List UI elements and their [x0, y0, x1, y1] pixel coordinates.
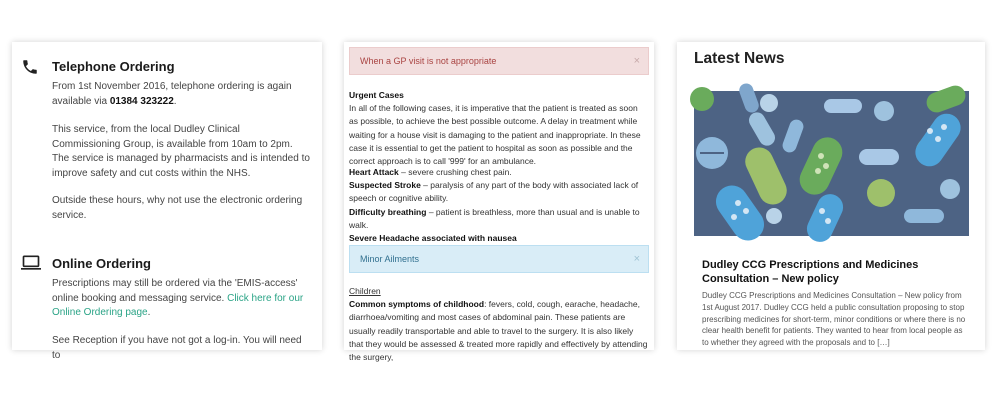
close-icon[interactable]: × — [633, 55, 640, 67]
ordering-card — [12, 42, 322, 361]
list-term: Suspected Stroke — [349, 180, 421, 191]
phone-number: 01384 323222 — [109, 95, 174, 107]
telephone-paragraph-2: This service, from the local Dudley Clinical Commissioning Group, is available from 10am to 2pm. The service is managed by pharmacists and is intended to improve safety and cut costs within the NHS. — [52, 124, 310, 179]
online-paragraph-2: See Reception if you have not got a log-in. You will need to — [52, 335, 302, 361]
urgent-cases-block — [349, 89, 649, 168]
children-paragraph — [349, 298, 649, 364]
list-term: Heart Attack — [349, 167, 399, 177]
online-text: Prescriptions may still be ordered via the 'EMIS-access' online booking and messaging service. — [52, 278, 298, 304]
latest-news-card — [677, 42, 985, 350]
list-term: Severe Headache associated with nausea — [349, 233, 517, 244]
online-ordering-link[interactable]: Click here for our Online Ordering page — [52, 292, 304, 318]
children-term: Common symptoms of childhood — [349, 299, 485, 310]
list-desc: – paralysis of any part of the body with associated lack of speech or cognitive ability. — [349, 180, 639, 204]
list-item — [349, 179, 649, 205]
telephone-paragraph-3: Outside these hours, why not use the electronic ordering service. — [52, 195, 303, 221]
close-icon[interactable]: × — [633, 253, 640, 265]
urgent-cases-heading: Urgent Cases — [349, 90, 404, 100]
list-desc: – patient is breathless, more than usual and is unable to walk. — [349, 206, 640, 230]
minor-ailments-label: Minor Ailments — [360, 254, 420, 264]
online-ordering-title: Online Ordering — [52, 256, 151, 271]
telephone-ordering-title: Telephone Ordering — [52, 59, 175, 74]
telephone-paragraph-1 — [52, 80, 310, 109]
laptop-icon — [21, 255, 41, 273]
phone-icon — [21, 58, 39, 76]
news-excerpt: Dudley CCG Prescriptions and Medicines Consultation – New policy from 1st August 2017. Dudley CCG held a public consultation proposing to stop prescribing medicines for short-term, minor conditions or where there is no clear health benefit for patients. They wanted to hear from local people as to whether they agreed with the proposals and to […] — [702, 291, 966, 348]
children-block — [349, 285, 649, 364]
online-paragraph-1 — [52, 277, 310, 321]
gp-advice-card — [344, 42, 654, 363]
list-item — [349, 232, 649, 245]
list-item — [349, 166, 649, 179]
list-item — [349, 206, 649, 232]
punct: . — [173, 95, 177, 107]
news-headline[interactable]: Dudley CCG Prescriptions and Medicines Consultation – New policy — [702, 259, 919, 285]
gp-visit-alert-label: When a GP visit is not appropriate — [360, 56, 497, 66]
urgent-cases-intro: In all of the following cases, it is imperative that the patient is treated as soon as possible, to achieve the best possible outcome. A delay in treatment while waiting for a house visit is damaging to the patient and inappropriate. In these case it is essential to get the patient to hospital as soon as possible and the correct approach is to call '999' for an ambulance. — [349, 103, 641, 167]
latest-news-title: Latest News — [694, 50, 785, 67]
pills-image[interactable] — [694, 91, 969, 236]
telephone-text: From 1st November 2016, telephone ordering is again available via — [52, 81, 292, 107]
children-desc: : fevers, cold, cough, earache, headache, diarrhoea/vomiting and most cases of abdominal pain. These patients are usually readily transportable and able to travel to the surgery. It is also likely that they would be assessed & treated more rapidly and effectively by attending the surgery, — [349, 299, 648, 363]
list-term: Difficulty breathing — [349, 206, 427, 217]
minor-ailments-alert — [349, 245, 649, 273]
list-desc: – severe crushing chest pain. — [398, 167, 512, 177]
gp-visit-alert — [349, 47, 649, 75]
children-heading: Children — [349, 286, 381, 296]
punct: . — [147, 307, 151, 318]
